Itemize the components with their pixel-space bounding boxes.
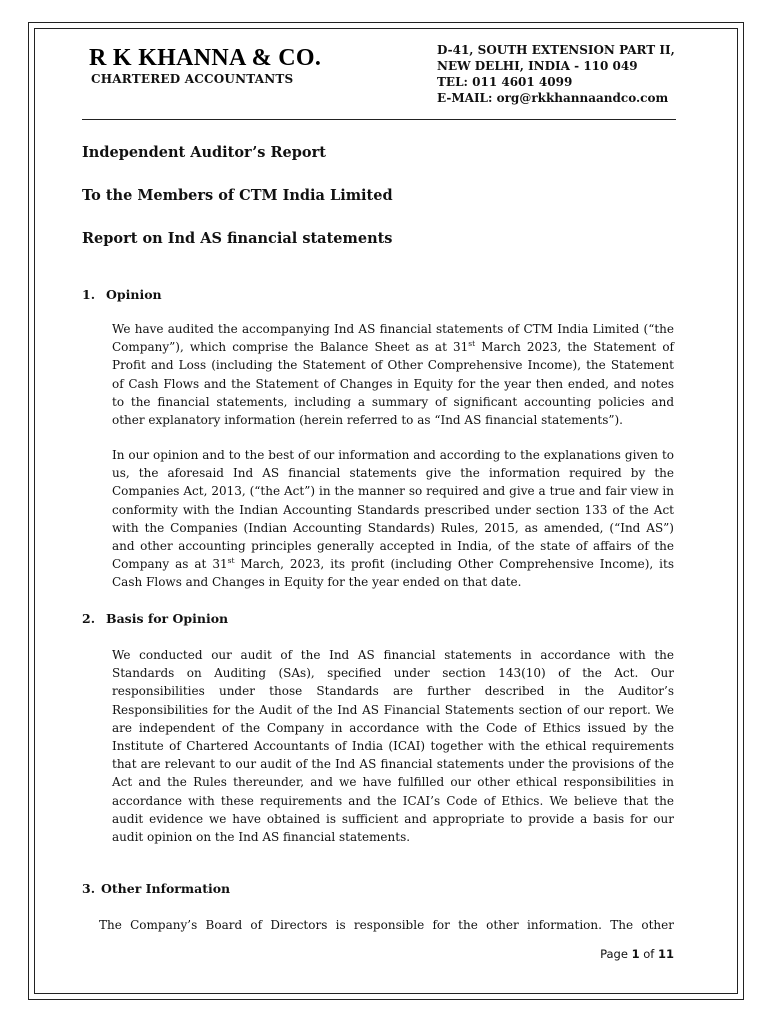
opinion-p1-superscript: st (468, 339, 476, 349)
other-information-paragraph-1: The Company’s Board of Directors is responsible for the other information. The other (99, 918, 674, 932)
opinion-p2-text-b: March, 2023, its profit (including Other Comprehensive Income), its Cash Flows and Changes in Equity for the year ended on that date. (112, 557, 674, 590)
report-subject-heading: Report on Ind AS financial statements (82, 230, 393, 247)
firm-subtitle: CHARTERED ACCOUNTANTS (91, 72, 294, 86)
page-number (600, 947, 674, 961)
section-title: Opinion (106, 287, 162, 302)
section-title: Other Information (101, 881, 231, 896)
opinion-p1-text-b: March 2023, the Statement of Profit and Loss (including the Statement of Other Comprehensive Income), the Statement of Cash Flows and the Statement of Changes in Equity for the year then ended, and notes to the financial statements, including a summary of significant accounting policies and other explanatory information (herein referred to as “Ind AS financial statements”). (112, 340, 674, 428)
section-number: 1. (82, 287, 96, 302)
address-line-1: D-41, SOUTH EXTENSION PART II, (437, 43, 675, 57)
page-total: 11 (657, 947, 674, 961)
firm-name: R K KHANNA & CO. (89, 45, 322, 71)
opinion-paragraph-2 (112, 446, 674, 592)
section-heading-other-information (82, 881, 230, 896)
section-heading-opinion (82, 287, 162, 302)
section-heading-basis (82, 611, 228, 626)
section-number: 2. (82, 611, 96, 626)
phone-number: TEL: 011 4601 4099 (437, 75, 573, 89)
basis-paragraph-1: We conducted our audit of the Ind AS financial statements in accordance with the Standards on Auditing (SAs), specified under section 143(10) of the Act. Our responsibilities under those Standards are further described in the Auditor’s Responsibilities for the Audit of the Ind AS Financial Statements section of our report. We are independent of the Company in accordance with the Code of Ethics issued by the Institute of Chartered Accountants of India (ICAI) together with the ethical requirements that are relevant to our audit of the Ind AS financial statements under the provisions of the Act and the Rules thereunder, and we have fulfilled our other ethical responsibilities in accordance with these requirements and the ICAI’s Code of Ethics. We believe that the audit evidence we have obtained is sufficient and appropriate to provide a basis for our audit opinion on the Ind AS financial statements. (112, 648, 674, 845)
section-title: Basis for Opinion (106, 611, 229, 626)
page-of-label: of (643, 947, 655, 961)
email-address: E-MAIL: org@rkkhannaandco.com (437, 91, 669, 105)
opinion-p2-text-a: In our opinion and to the best of our information and according to the explanations given to us, the aforesaid Ind AS financial statements give the information required by the Companies Act, 2013, (“the Act”) in the manner so required and give a true and fair view in conformity with the Indian Accounting Standards prescribed under section 133 of the Act with the Companies (Indian Accounting Standards) Rules, 2015, as amended, (“Ind AS”) and other accounting principles generally accepted in India, of the state of affairs of the Company as at 31 (112, 448, 674, 572)
page-current: 1 (631, 947, 640, 961)
opinion-p1-text-a: We have audited the accompanying Ind AS financial statements of CTM India Limited (“the Company”), which comprise the Balance Sheet as at 31 (112, 322, 674, 355)
page-label: Page (600, 947, 628, 961)
addressee-heading: To the Members of CTM India Limited (82, 187, 393, 204)
address-line-2: NEW DELHI, INDIA - 110 049 (437, 59, 638, 73)
opinion-p2-superscript: st (227, 556, 235, 566)
opinion-paragraph-1 (112, 320, 674, 429)
header-divider (82, 119, 676, 120)
firm-address-block (437, 42, 675, 106)
section-number: 3. (82, 881, 96, 896)
report-title: Independent Auditor’s Report (82, 144, 326, 161)
